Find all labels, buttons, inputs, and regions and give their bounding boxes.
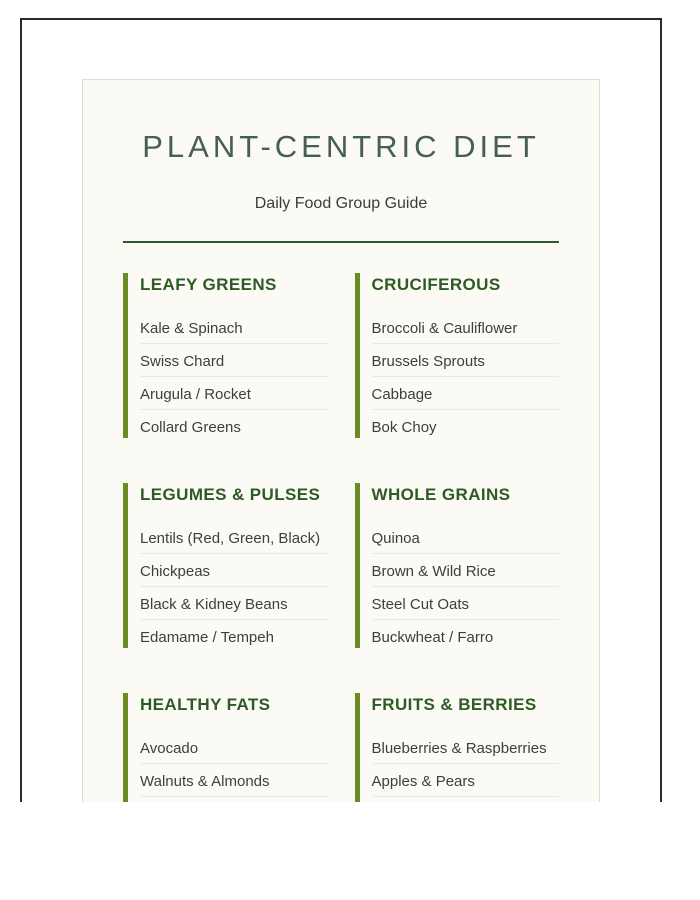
food-item: Bok Choy [371, 419, 437, 436]
food-item: Broccoli & Cauliflower [372, 311, 560, 344]
food-item-list [140, 311, 328, 438]
header-divider [123, 241, 559, 243]
food-group-section [355, 693, 560, 802]
food-group-section [355, 483, 560, 648]
food-groups-grid [123, 273, 559, 802]
food-item-list [372, 731, 560, 797]
page-subtitle: Daily Food Group Guide [254, 195, 428, 212]
food-item-list [140, 521, 328, 648]
food-item: Cabbage [372, 377, 560, 410]
food-item: Edamame / Tempeh [140, 629, 274, 646]
food-item: Steel Cut Oats [372, 587, 560, 620]
food-group-heading: FRUITS & BERRIES [371, 695, 537, 714]
food-item-list [372, 311, 560, 438]
food-item-list [372, 521, 560, 648]
page-frame [20, 18, 662, 802]
food-group-section [355, 273, 560, 438]
guide-card [82, 79, 600, 802]
food-item-list [140, 731, 328, 797]
page-title: PLANT-CENTRIC DIET [142, 129, 540, 164]
food-group-heading: CRUCIFEROUS [371, 275, 501, 294]
food-group-section [123, 483, 328, 648]
food-item: Chickpeas [140, 554, 328, 587]
food-item: Avocado [140, 731, 328, 764]
food-group-section [123, 273, 328, 438]
food-item: Walnuts & Almonds [140, 764, 328, 797]
food-item: Arugula / Rocket [140, 377, 328, 410]
food-item: Buckwheat / Farro [371, 629, 494, 646]
food-group-heading: HEALTHY FATS [140, 695, 271, 714]
food-item: Swiss Chard [140, 344, 328, 377]
food-group-heading: LEGUMES & PULSES [140, 485, 321, 504]
food-group-section [123, 693, 328, 802]
food-item: Kale & Spinach [140, 311, 328, 344]
food-item: Blueberries & Raspberries [372, 731, 560, 764]
food-item: Apples & Pears [372, 764, 560, 797]
food-item: Quinoa [372, 521, 560, 554]
food-item: Black & Kidney Beans [140, 587, 328, 620]
food-item: Lentils (Red, Green, Black) [140, 521, 328, 554]
food-item: Brussels Sprouts [372, 344, 560, 377]
food-item: Brown & Wild Rice [372, 554, 560, 587]
food-group-heading: LEAFY GREENS [140, 275, 277, 294]
food-item: Collard Greens [140, 419, 241, 436]
food-group-heading: WHOLE GRAINS [371, 485, 511, 504]
